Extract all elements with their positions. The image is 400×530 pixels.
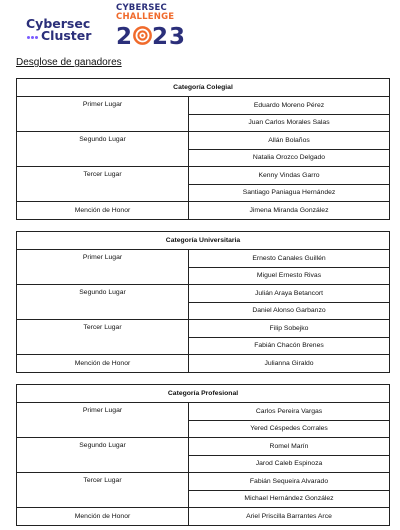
winner-name-cell: Jarod Caleb Espinoza	[189, 455, 390, 473]
place-cell: Mención de Honor	[17, 355, 189, 373]
year-suffix: 23	[152, 24, 187, 50]
winner-name-cell: Yered Céspedes Corrales	[189, 420, 390, 438]
table-row	[17, 97, 390, 115]
winner-name-cell: Julián Araya Betancort	[189, 285, 390, 303]
place-cell: Mención de Honor	[17, 202, 189, 220]
place-cell: Segundo Lugar	[17, 438, 189, 473]
winner-name-cell: Santiago Paniagua Hernández	[189, 184, 390, 202]
place-cell: Primer Lugar	[17, 97, 189, 132]
winner-name-cell: Carlos Pereira Vargas	[189, 403, 390, 421]
winner-name-cell: Fabián Chacón Brenes	[189, 337, 390, 355]
winner-name-cell: Miguel Ernesto Rivas	[189, 267, 390, 285]
winner-name-cell: Jimena Miranda González	[189, 202, 390, 220]
cybersec-challenge-logo	[116, 4, 216, 50]
cybersec-cluster-logo	[26, 18, 106, 48]
winner-name-cell: Ariel Priscilla Barrantes Arce	[189, 508, 390, 526]
winners-table	[16, 231, 390, 373]
winner-name-cell: Fabián Sequeira Alvarado	[189, 473, 390, 491]
winner-name-cell: Daniel Alonso Garbanzo	[189, 302, 390, 320]
category-header: Categoría Colegial	[17, 79, 390, 97]
table-row	[17, 250, 390, 268]
winner-name-cell: Eduardo Moreno Pérez	[189, 97, 390, 115]
logo-org-line2-row	[27, 30, 106, 43]
table-row	[17, 508, 390, 526]
table-row	[17, 285, 390, 303]
page-header	[24, 4, 384, 52]
winners-table	[16, 78, 390, 220]
winner-name-cell: Natalia Orozco Delgado	[189, 149, 390, 167]
logo-org-line1: Cybersec	[26, 16, 91, 31]
winner-name-cell: Michael Hernández González	[189, 490, 390, 508]
winner-name-cell: Filip Sobejko	[189, 320, 390, 338]
place-cell: Primer Lugar	[17, 403, 189, 438]
challenge-year	[116, 23, 186, 51]
table-row	[17, 355, 390, 373]
place-cell: Mención de Honor	[17, 508, 189, 526]
challenge-line1: CYBERSEC	[116, 3, 167, 13]
winner-name-cell: Juan Carlos Morales Salas	[189, 114, 390, 132]
table-row	[17, 132, 390, 150]
place-cell: Tercer Lugar	[17, 320, 189, 355]
winner-name-cell: Romel Marín	[189, 438, 390, 456]
challenge-line2: CHALLENGE	[116, 12, 175, 22]
winner-name-cell: Kenny Vindas Garro	[189, 167, 390, 185]
winner-name-cell: Ernesto Canales Guillén	[189, 250, 390, 268]
winner-name-cell: Julianna Giraldo	[189, 355, 390, 373]
table-row	[17, 403, 390, 421]
place-cell: Primer Lugar	[17, 250, 189, 285]
section-title: Desglose de ganadores	[16, 57, 122, 68]
category-header: Categoría Profesional	[17, 385, 390, 403]
place-cell: Tercer Lugar	[17, 167, 189, 202]
winner-name-cell: Allán Bolaños	[189, 132, 390, 150]
table-row	[17, 473, 390, 491]
place-cell: Tercer Lugar	[17, 473, 189, 508]
place-cell: Segundo Lugar	[17, 132, 189, 167]
place-cell: Segundo Lugar	[17, 285, 189, 320]
target-icon	[133, 26, 152, 45]
table-row	[17, 202, 390, 220]
table-row	[17, 320, 390, 338]
winners-table	[16, 384, 390, 526]
year-prefix: 2	[116, 24, 134, 50]
category-header: Categoría Universitaria	[17, 232, 390, 250]
logo-dots-icon	[27, 31, 39, 43]
logo-org-line2: Cluster	[41, 28, 92, 43]
table-row	[17, 438, 390, 456]
table-row	[17, 167, 390, 185]
